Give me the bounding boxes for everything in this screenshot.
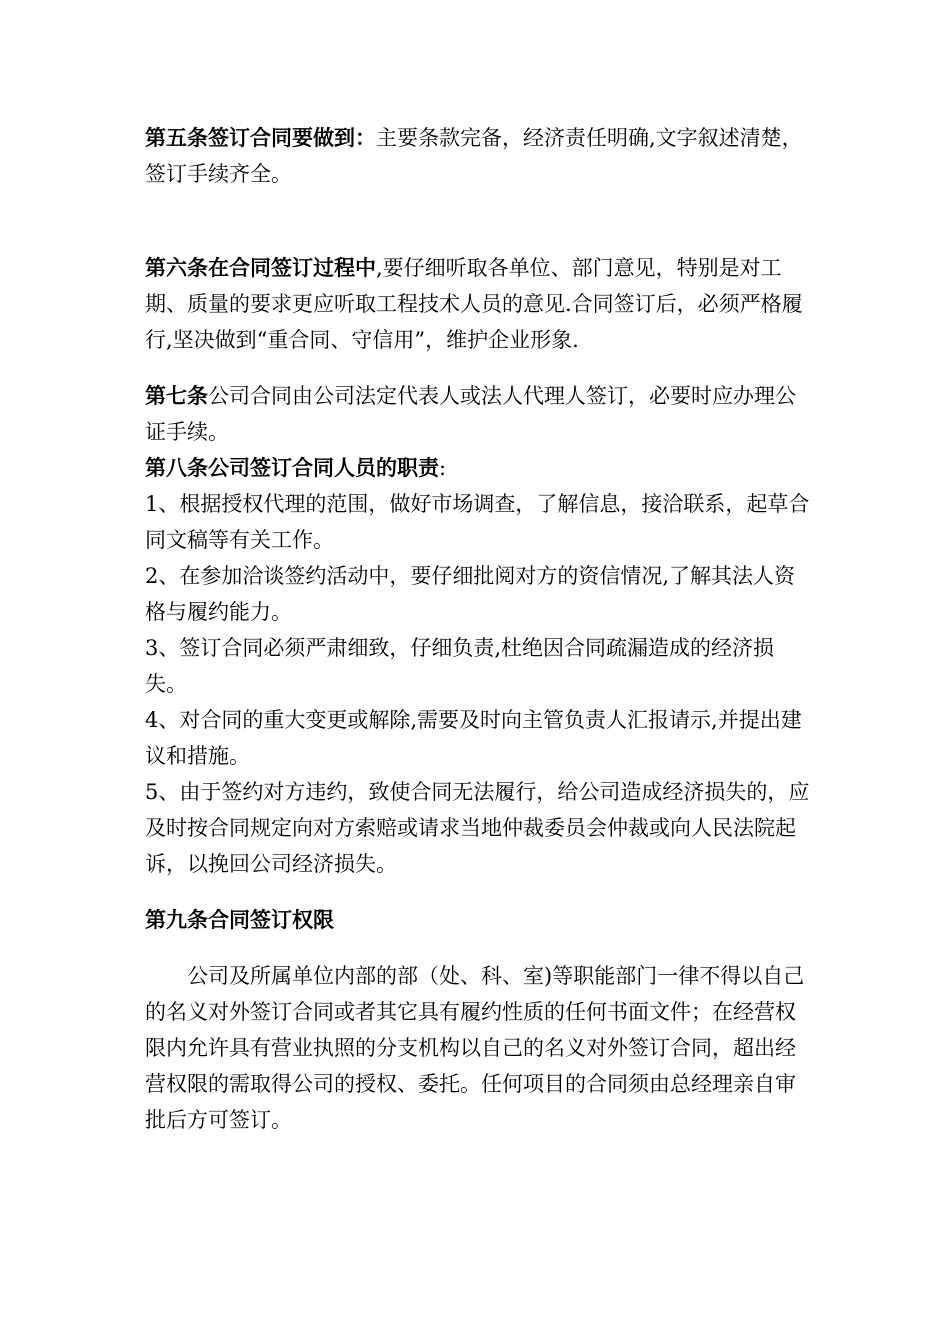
article-5-body: 主要条款完备，经济责任明确,文字叙述清楚，签订手续齐全。 [145,126,803,186]
article-5-heading: 第五条签订合同要做到： [145,125,376,150]
article-6-body: ,要仔细听取各单位、部门意见，特别是对工期、质量的要求更应听取工程技术人员的意见.合同签订后，必须严格履行,坚决做到“重合同、守信用”，维护企业形象. [145,256,803,352]
list-item: 5、由于签约对方违约，致使合同无法履行，给公司造成经济损失的，应及时按合同规定向对方索赔或请求当地仲裁委员会仲裁或向人民法院起诉，以挽回公司经济损失。 [145,780,810,876]
spacer [145,192,815,250]
spacer [145,882,815,902]
article-6-heading: 第六条在合同签订过程中 [145,255,376,280]
list-item: 4、对合同的重大变更或解除,需要及时向主管负责人汇报请示,并提出建议和措施。 [145,708,802,768]
article-8-heading-line [145,450,815,486]
spacer [145,358,815,378]
article-7 [145,378,815,450]
article-9-heading: 第九条合同签订权限 [145,907,334,932]
spacer [145,938,815,958]
list-item: 2、在参加洽谈签约活动中，要仔细批阅对方的资信情况,了解其法人资格与履约能力。 [145,564,796,624]
article-7-heading: 第七条 [145,383,208,408]
article-8-heading: 第八条公司签订合同人员的职责 [145,455,439,480]
document-body [145,120,815,1138]
article-7-body: 公司合同由公司法定代表人或法人代理人签订，必要时应办理公证手续。 [145,384,796,444]
article-5 [145,120,815,192]
article-8-colon: : [439,456,447,480]
article-9-body: 公司及所属单位内部的部（处、科、室)等职能部门一律不得以自己的名义对外签订合同或者其它具有履约性质的任何书面文件；在经营权限内允许具有营业执照的分支机构以自己的名义对外签订合同，超出经营权限的需取得公司的授权、委托。任何项目的合同须由总经理亲自审批后方可签订。 [145,964,805,1132]
article-6 [145,250,815,358]
list-item: 1、根据授权代理的范围，做好市场调查，了解信息，接洽联系，起草合同文稿等有关工作。 [145,492,810,552]
list-item: 3、签订合同必须严肃细致，仔细负责,杜绝因合同疏漏造成的经济损失。 [145,636,775,696]
